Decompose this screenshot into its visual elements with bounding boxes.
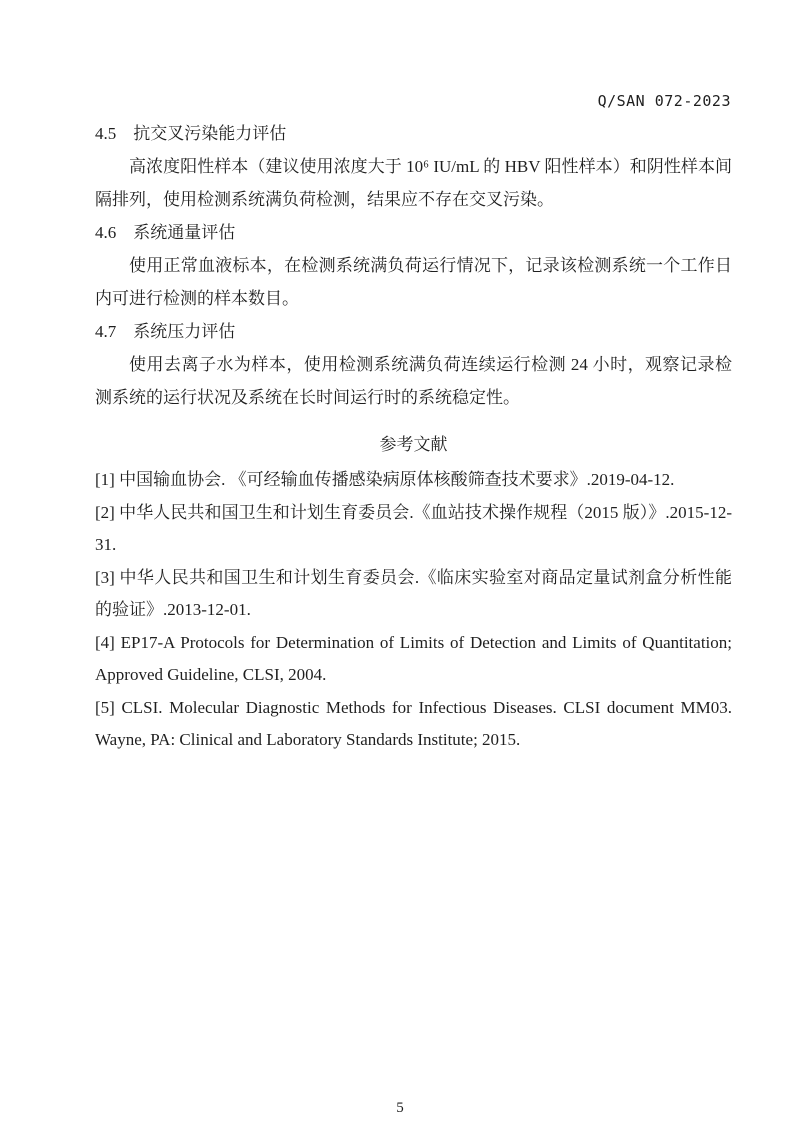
- reference-item: [1] 中国输血协会. 《可经输血传播感染病原体核酸筛查技术要求》.2019-04-12.: [95, 470, 675, 489]
- references-section: [95, 428, 732, 757]
- references-title: 参考文献: [379, 435, 448, 454]
- page-number: 5: [396, 1100, 404, 1116]
- section-heading: [95, 315, 732, 348]
- section-paragraph: 高浓度阳性样本（建议使用浓度大于 10⁶ IU/mL 的 HBV 阳性样本）和阴性样本间隔排列，使用检测系统满负荷检测，结果应不存在交叉污染。: [95, 157, 732, 209]
- section-4-7: [95, 315, 732, 414]
- section-title: 系统压力评估: [133, 322, 236, 341]
- section-4-6: [95, 216, 732, 315]
- reference-item: [3] 中华人民共和国卫生和计划生育委员会.《临床实验室对商品定量试剂盒分析性能的验证》.2013-12-01.: [95, 567, 732, 619]
- section-heading: [95, 117, 732, 150]
- document-body: [95, 117, 732, 757]
- section-number: 4.5: [95, 124, 117, 143]
- reference-item: [5] CLSI. Molecular Diagnostic Methods for Infectious Diseases. CLSI document MM03. Wayne, PA: Clinical and Laboratory Standards Institute; 2015.: [95, 697, 732, 749]
- section-title: 系统通量评估: [133, 223, 236, 242]
- section-number: 4.7: [95, 322, 117, 341]
- reference-item: [4] EP17-A Protocols for Determination of Limits of Detection and Limits of Quantitation; Approved Guideline, CLSI, 2004.: [95, 632, 732, 684]
- document-code: Q/SAN 072-2023: [597, 92, 731, 110]
- section-heading: [95, 216, 732, 249]
- section-paragraph: 使用正常血液标本，在检测系统满负荷运行情况下，记录该检测系统一个工作日内可进行检测的样本数目。: [95, 256, 732, 308]
- section-paragraph: 使用去离子水为样本，使用检测系统满负荷连续运行检测 24 小时，观察记录检测系统的运行状况及系统在长时间运行时的系统稳定性。: [95, 355, 732, 407]
- section-4-5: [95, 117, 732, 216]
- reference-item: [2] 中华人民共和国卫生和计划生育委员会.《血站技术操作规程（2015 版）》.2015-12-31.: [95, 502, 732, 554]
- section-number: 4.6: [95, 223, 117, 242]
- section-title: 抗交叉污染能力评估: [133, 124, 287, 143]
